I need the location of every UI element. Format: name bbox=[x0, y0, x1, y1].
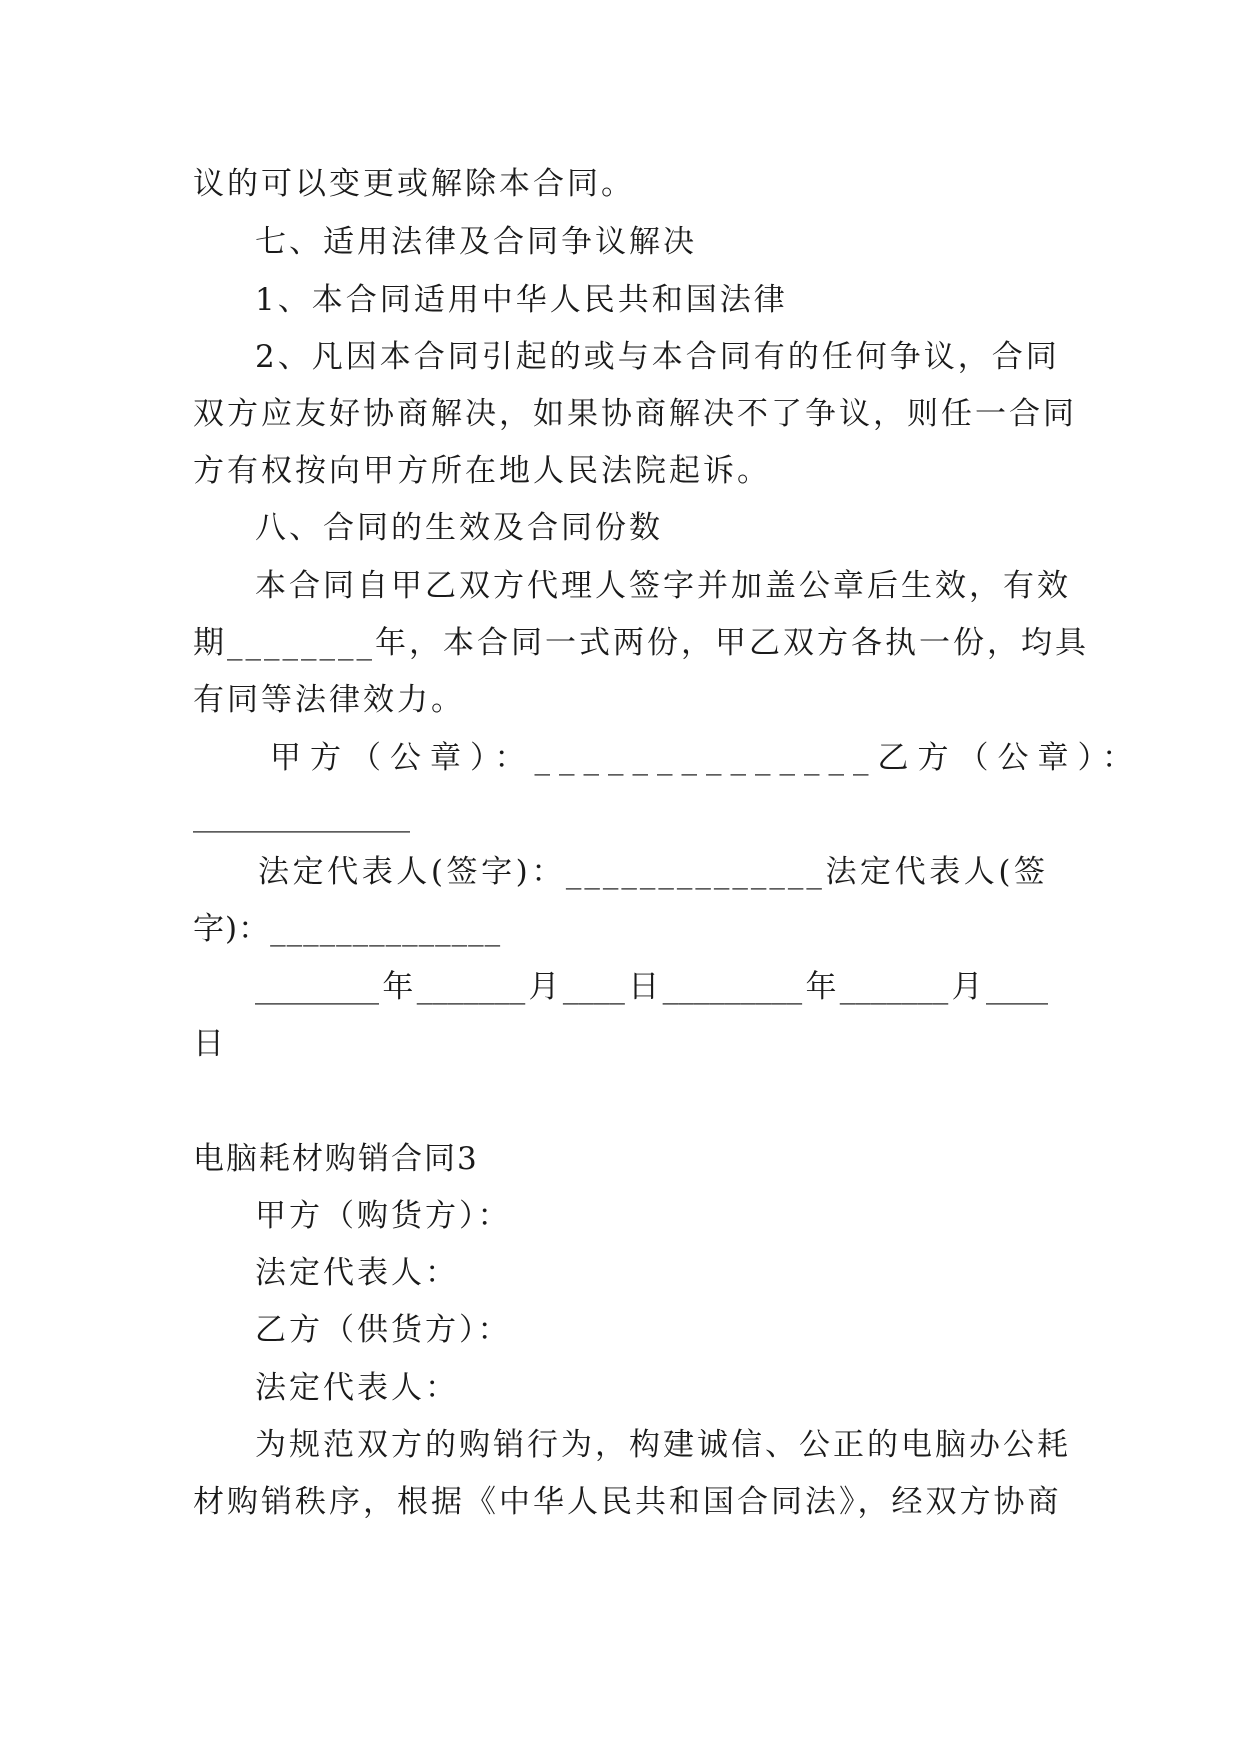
seller-label: 乙方（供货方）： bbox=[255, 1312, 512, 1348]
seller-legal-rep-label: 法定代表人： bbox=[255, 1370, 459, 1406]
preamble-line: 为规范双方的购销行为，构建诚信、公正的电脑办公耗 bbox=[255, 1427, 1071, 1463]
clause-7-2-line: 双方应友好协商解决，如果协商解决不了争议，则任一合同 bbox=[193, 396, 1077, 432]
legal-rep-sign-line: 法定代表人(签字)：______________法定代表人(签 bbox=[258, 854, 1048, 890]
legal-rep-sign-line: 字)：______________ bbox=[193, 911, 502, 947]
section-heading-7: 七、适用法律及合同争议解决 bbox=[255, 224, 697, 260]
clause-8-line: 有同等法律效力。 bbox=[193, 682, 465, 718]
party-seal-line: 甲方（公章）：______________乙方（公章）： bbox=[270, 740, 1142, 776]
clause-7-1: 1、本合同适用中华人民共和国法律 bbox=[255, 282, 788, 318]
date-line: ________年_______月____日_________年_______月____ bbox=[255, 969, 1048, 1005]
contract-title: 电脑耗材购销合同3 bbox=[193, 1141, 479, 1177]
date-line: 日 bbox=[193, 1026, 227, 1062]
clause-8-line: 期________年，本合同一式两份，甲乙双方各执一份，均具 bbox=[193, 625, 1089, 661]
clause-7-2-line: 方有权按向甲方所在地人民法院起诉。 bbox=[193, 453, 771, 489]
section-heading-8: 八、合同的生效及合同份数 bbox=[255, 510, 663, 546]
paragraph-line: 议的可以变更或解除本合同。 bbox=[193, 166, 635, 202]
party-seal-blank: ______________ bbox=[193, 797, 410, 833]
buyer-legal-rep-label: 法定代表人： bbox=[255, 1255, 459, 1291]
preamble-line: 材购销秩序，根据《中华人民共和国合同法》，经双方协商 bbox=[193, 1484, 1062, 1520]
buyer-label: 甲方（购货方）： bbox=[255, 1198, 512, 1234]
clause-7-2-line: 2、凡因本合同引起的或与本合同有的任何争议，合同 bbox=[255, 339, 1060, 375]
clause-8-line: 本合同自甲乙双方代理人签字并加盖公章后生效，有效 bbox=[255, 568, 1071, 604]
